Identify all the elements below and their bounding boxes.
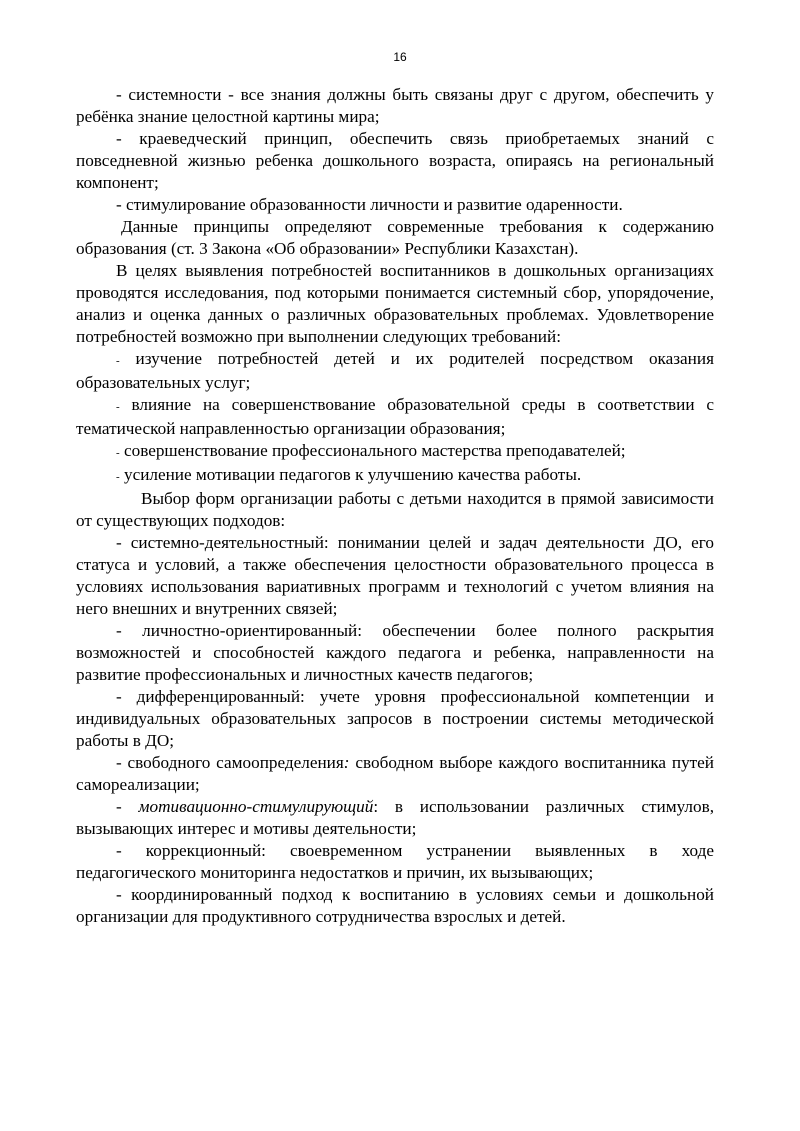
paragraph-text: - координированный подход к воспитанию в условиях семьи и дошкольной организации для продуктивного сотрудничества взрослых и детей. bbox=[76, 885, 714, 926]
list-dash: - bbox=[116, 471, 120, 483]
paragraph bbox=[76, 440, 714, 464]
paragraph bbox=[76, 128, 714, 194]
paragraph-text: совершенствование профессионального мастерства преподавателей; bbox=[119, 441, 626, 460]
list-dash: - bbox=[116, 355, 120, 367]
paragraph bbox=[76, 532, 714, 620]
paragraph-text: - системности - все знания должны быть связаны друг с другом, обеспечить у ребёнка знание целостной картины мира; bbox=[76, 85, 714, 126]
paragraph bbox=[76, 348, 714, 394]
paragraph-text: свободном выборе каждого воспитанника путей самореализации; bbox=[76, 753, 714, 794]
paragraph-text: - краеведческий принцип, обеспечить связь приобретаемых знаний с повседневной жизнью ребенка дошкольного возраста, опираясь на региональный компонент; bbox=[76, 129, 714, 192]
paragraph-text: В целях выявления потребностей воспитанников в дошкольных организациях проводятся исследования, под которыми понимается системный сбор, упорядочение, анализ и оценка данных о различных образовательных проблемах. Удовлетворение потребностей возможно при выполнении следующих требований: bbox=[76, 261, 714, 346]
paragraph-text: Данные принципы определяют современные требования к содержанию образования (ст. 3 Закона «Об образовании» Республики Казахстан). bbox=[76, 217, 714, 258]
paragraph-text: : в использовании различных стимулов, вызывающих интерес и мотивы деятельности; bbox=[76, 797, 714, 838]
paragraph-text: - дифференцированный: учете уровня профессиональной компетенции и индивидуальных образовательных запросов в построении системы методической работы в ДО; bbox=[76, 687, 714, 750]
paragraph-text: - коррекционный: своевременном устранении выявленных в ходе педагогического мониторинга недостатков и причин, их вызывающих; bbox=[76, 841, 714, 882]
paragraph bbox=[76, 84, 714, 128]
paragraph-italic: : bbox=[343, 753, 350, 772]
paragraph-text: влияние на совершенствование образовательной среды в соответствии с тематической направленностью организации образования; bbox=[76, 395, 714, 438]
paragraph bbox=[76, 260, 714, 348]
list-dash: - bbox=[116, 401, 120, 413]
paragraph-lead: - bbox=[116, 797, 139, 816]
paragraph bbox=[76, 216, 714, 260]
paragraph-lead: - свободного самоопределения bbox=[116, 753, 344, 772]
paragraph bbox=[76, 686, 714, 752]
list-dash: - bbox=[116, 447, 120, 459]
paragraph bbox=[76, 796, 714, 840]
body-text bbox=[76, 84, 714, 928]
page-number: 16 bbox=[393, 50, 407, 64]
paragraph bbox=[76, 620, 714, 686]
paragraph bbox=[76, 394, 714, 440]
paragraph-text: изучение потребностей детей и их родителей посредством оказания образовательных услуг; bbox=[76, 349, 714, 392]
paragraph-text: - личностно-ориентированный: обеспечении более полного раскрытия возможностей и способностей каждого педагога и ребенка, направленности на развитие профессиональных и личностных качеств педагогов; bbox=[76, 621, 714, 684]
paragraph-text: - системно-деятельностный: понимании целей и задач деятельности ДО, его статуса и условий, а также обеспечения целостности образовательного процесса в условиях использования вариативных программ и технологий с учетом влияния на него внешних и внутренних связей; bbox=[76, 533, 714, 618]
paragraph bbox=[76, 752, 714, 796]
paragraph-text: усиление мотивации педагогов к улучшению качества работы. bbox=[119, 465, 582, 484]
paragraph-italic: мотивационно-стимулирующий bbox=[138, 797, 374, 816]
paragraph bbox=[76, 194, 714, 216]
paragraph-text: Выбор форм организации работы с детьми находится в прямой зависимости от существующих подходов: bbox=[76, 489, 714, 530]
paragraph bbox=[76, 488, 714, 532]
paragraph bbox=[76, 884, 714, 928]
paragraph bbox=[76, 840, 714, 884]
paragraph-text: - стимулирование образованности личности и развитие одаренности. bbox=[116, 195, 623, 214]
paragraph bbox=[76, 464, 714, 488]
